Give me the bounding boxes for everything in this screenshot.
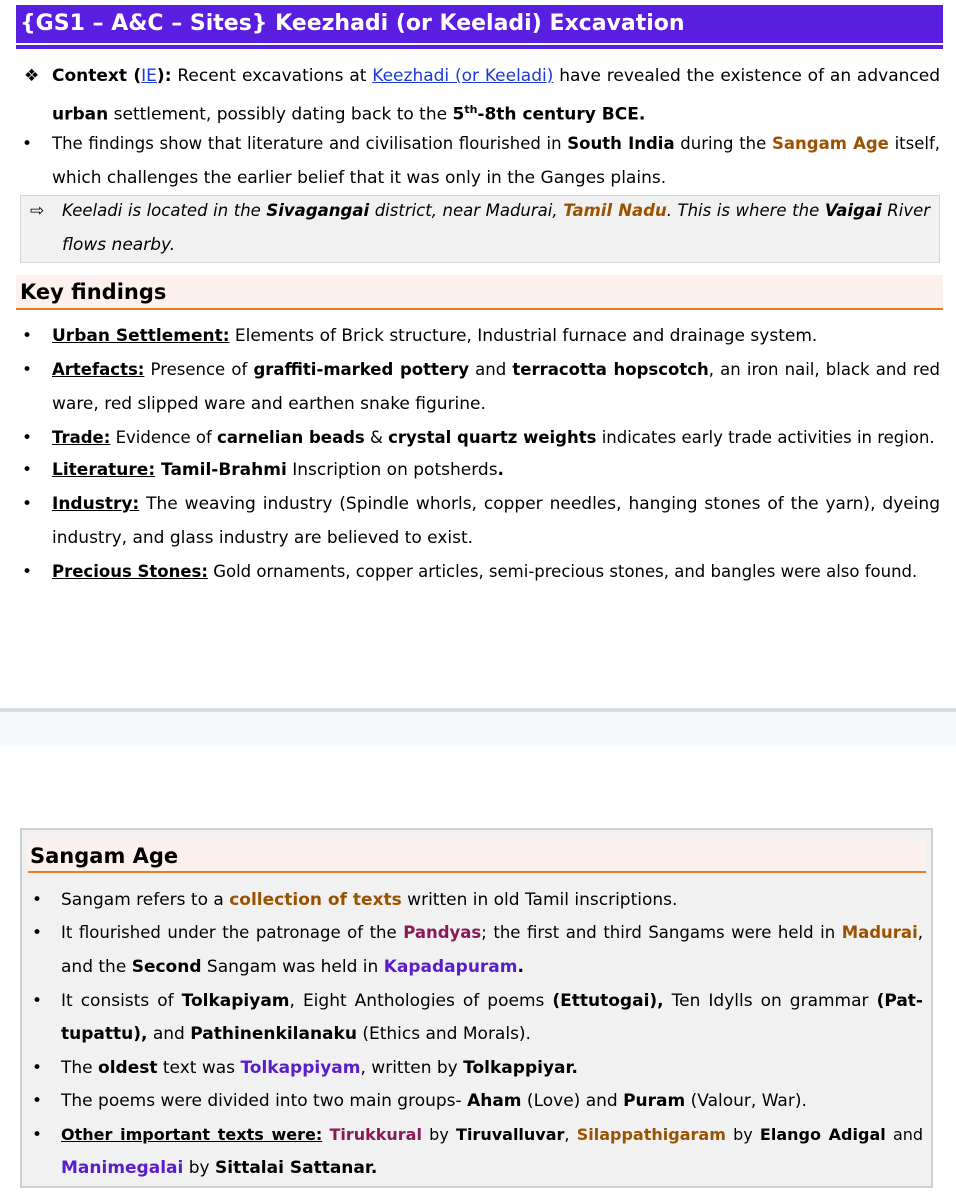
findings-intro-line-2: which challenges the earlier belief that it was only in the Ganges plains. <box>52 168 667 188</box>
bullet-icon: • <box>22 134 33 154</box>
bullet-icon: • <box>32 1125 43 1145</box>
context-line-1: Context (IE): Recent excavations at Keezhadi (or Keeladi) have revealed the existence of an advanced <box>52 66 940 86</box>
sangam-item-2-line-2: and the Second Sangam was held in Kapadapuram. <box>61 957 524 977</box>
sangam-item-5: The poems were divided into two main groups- Aham (Love) and Puram (Valour, War). <box>61 1091 807 1111</box>
finding-industry-line-1: Industry: The weaving industry (Spindle whorls, copper needles, hanging stones of the yarn), dyeing <box>52 494 940 514</box>
sangam-item-3-line-2: tupattu), and Pathinenkilanaku (Ethics and Morals). <box>61 1024 531 1044</box>
key-findings-heading: Key findings <box>20 280 167 304</box>
arrow-icon: ⇨ <box>30 201 45 221</box>
page-title <box>16 5 943 43</box>
sangam-item-3-line-1: It consists of Tolkapiyam, Eight Anthologies of poems (Ettutogai), Ten Idylls on grammar (Pat- <box>61 991 923 1011</box>
sangam-heading: Sangam Age <box>30 844 179 868</box>
findings-intro-line-1: The findings show that literature and civilisation flourished in South India during the Sangam Age itself, <box>52 134 941 153</box>
location-note-line-1: Keeladi is located in the Sivagangai district, near Madurai, Tamil Nadu. This is where the Vaigai River <box>62 201 931 220</box>
title-underline <box>16 45 943 49</box>
bullet-icon: • <box>22 494 33 514</box>
bullet-icon: • <box>22 326 33 346</box>
bullet-icon: • <box>32 991 43 1011</box>
sangam-underline <box>28 871 926 873</box>
source-link[interactable]: IE <box>141 66 157 86</box>
location-note-line-2: flows nearby. <box>62 235 176 255</box>
finding-artefacts-line-1: Artefacts: Presence of graffiti-marked pottery and terracotta hopscotch, an iron nail, black and red <box>52 360 940 379</box>
bullet-icon: • <box>32 1091 43 1111</box>
bullet-icon: • <box>32 890 43 910</box>
bullet-icon: • <box>22 562 33 582</box>
bullet-icon: • <box>22 460 33 480</box>
sangam-item-1: Sangam refers to a collection of texts written in old Tamil inscriptions. <box>61 890 678 910</box>
diamond-bullet-icon: ❖ <box>24 66 40 86</box>
finding-industry-line-2: industry, and glass industry are believed to exist. <box>52 528 474 548</box>
bullet-icon: • <box>22 360 33 380</box>
bullet-icon: • <box>32 1058 43 1078</box>
finding-artefacts-line-2: ware, red slipped ware and earthen snake figurine. <box>52 394 486 414</box>
finding-urban: Urban Settlement: Elements of Brick structure, Industrial furnace and drainage system. <box>52 326 818 346</box>
bullet-icon: • <box>32 923 43 943</box>
finding-trade: Trade: Evidence of carnelian beads & crystal quartz weights indicates early trade activities in region. <box>52 428 935 447</box>
sangam-item-2-line-1: It flourished under the patronage of the Pandyas; the first and third Sangams were held in Madurai, <box>61 923 923 942</box>
page-title-text: {GS1 – A&C – Sites} Keezhadi (or Keeladi) Excavation <box>20 11 685 36</box>
page-gap <box>0 712 956 746</box>
context-line-2: urban settlement, possibly dating back to the 5th-8th century BCE. <box>52 103 646 125</box>
finding-literature: Literature: Tamil-Brahmi Inscription on potsherds. <box>52 460 505 480</box>
key-findings-underline <box>16 308 943 310</box>
sangam-item-4: The oldest text was Tolkappiyam, written by Tolkappiyar. <box>61 1058 578 1078</box>
sangam-item-6-line-1: Other important texts were: Tirukkural by Tiruvalluvar, Silappathigaram by Elango Adigal and <box>61 1125 924 1144</box>
finding-precious-stones: Precious Stones: Gold ornaments, copper articles, semi-precious stones, and bangles were also found. <box>52 562 918 581</box>
bullet-icon: • <box>22 428 33 448</box>
keezhadi-link[interactable]: Keezhadi (or Keeladi) <box>372 66 554 86</box>
sangam-item-6-line-2: Manimegalai by Sittalai Sattanar. <box>61 1158 378 1178</box>
